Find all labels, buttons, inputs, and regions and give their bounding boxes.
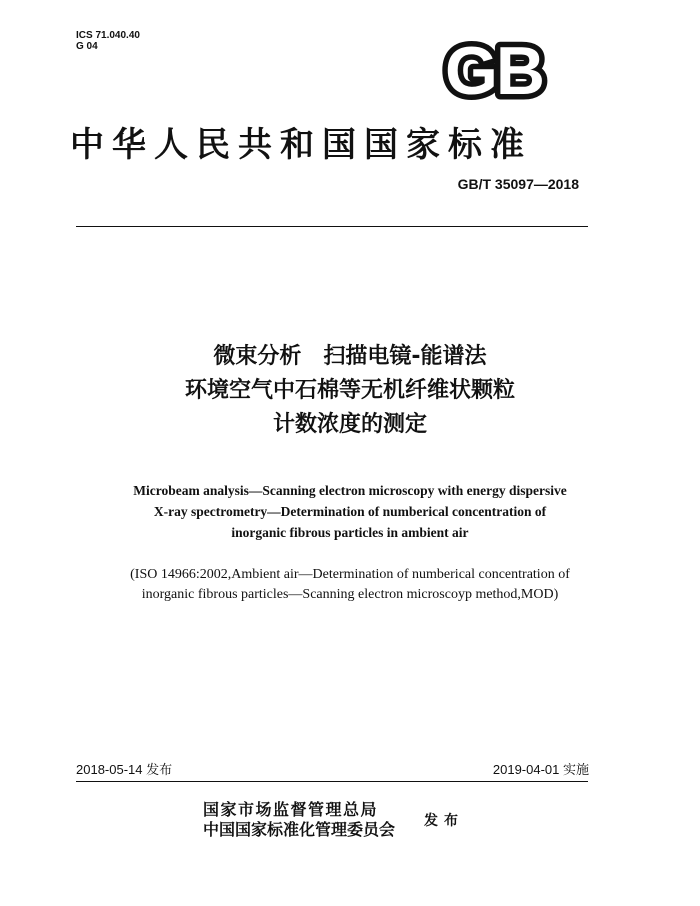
issuer-line2: 中国国家标准化管理委员会 <box>203 820 396 839</box>
title-cn-line2: 环境空气中石棉等无机纤维状颗粒 <box>184 378 515 403</box>
gb-logo <box>432 38 556 100</box>
publish-label: 发布 <box>424 813 464 829</box>
ics-code: ICS 71.040.40 <box>76 30 140 41</box>
header-divider <box>76 226 588 227</box>
ics-classification <box>76 30 140 52</box>
iso-reference-line1: (ISO 14966:2002,Ambient air—Determination of numberical concentration of <box>130 567 570 582</box>
title-en-line2: X-ray spectrometry—Determination of numberical concentration of <box>153 504 547 519</box>
issue-date: 2018-05-14 发布 <box>76 762 173 777</box>
implement-date: 2019-04-01 实施 <box>492 762 589 777</box>
issuer-line1: 国家市场监督管理总局 <box>203 800 379 819</box>
gb-logo-text: GB <box>445 38 543 100</box>
standard-number: GB/T 35097—2018 <box>457 176 579 192</box>
title-en-line3: inorganic fibrous particles in ambient air <box>231 525 469 540</box>
title-cn-line3: 计数浓度的测定 <box>272 412 427 437</box>
ccs-code: G 04 <box>76 41 98 52</box>
iso-reference-line2: inorganic fibrous particles—Scanning electron microscoyp method,MOD) <box>141 587 559 602</box>
title-en-line1: Microbeam analysis—Scanning electron microscopy with energy dispersive <box>133 483 567 498</box>
title-en <box>0 480 700 543</box>
footer-divider <box>76 781 588 782</box>
title-cn-line1: 微束分析 扫描电镜-能谱法 <box>213 344 487 369</box>
issuing-authority <box>203 800 395 840</box>
national-standard-title: 中华人民共和国国家标准 <box>70 125 532 165</box>
iso-reference <box>0 565 700 605</box>
title-cn <box>0 340 700 442</box>
